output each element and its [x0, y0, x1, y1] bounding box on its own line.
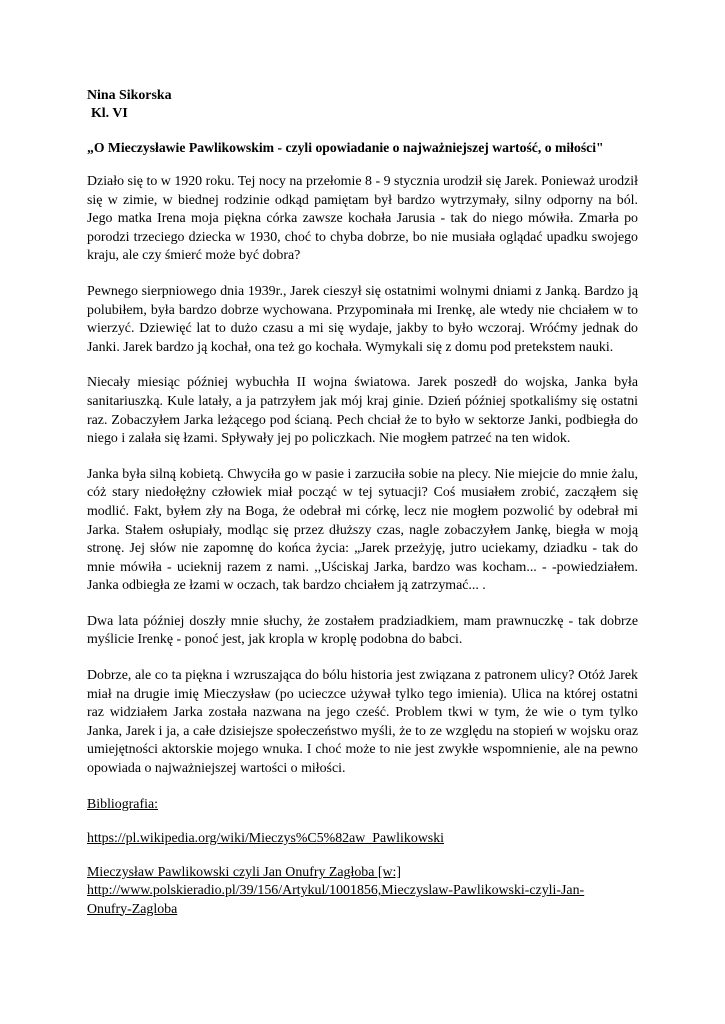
polskieradio-link-url-cont[interactable]: Onufry-Zagloba: [87, 901, 178, 917]
paragraph: Pewnego sierpniowego dnia 1939r., Jarek cieszył się ostatnimi wolnymi dniami z Janką. Bardzo ją polubiłem, była bardzo dobrze wychowana. Przypominała mi Irenkę, ale wtedy nie chciałem w to wierzyć. Dziewięć lat to dużo czasu a mi się wydaje, jakby to było wczoraj. Wróćmy jednak do Janki. Jarek bardzo ją kochał, ona też go kochała. Wymykali się z domu pod pretekstem nauki.: [87, 283, 638, 355]
author-name: Nina Sikorska: [87, 88, 172, 103]
bibliography-entry-1: [87, 830, 638, 848]
essay-title: „O Mieczysławie Pawlikowskim - czyli opowiadanie o najważniejszej wartość, o miłości": [87, 140, 604, 155]
polskieradio-link-url[interactable]: http://www.polskieradio.pl/39/156/Artykul/1001856,Mieczyslaw-Pawlikowski-czyli-Jan-: [87, 883, 585, 899]
paragraph: Działo się to w 1920 roku. Tej nocy na przełomie 8 - 9 stycznia urodził się Jarek. Ponieważ urodził się w zimie, w biednej rodzinie odkąd pamiętam był bardzo wytrzymały, silny odporny na ból. Jego matka Irena moja piękna córka zawsze kochała Jarusia - tak do niego mówiła. Zmarła po porodzi trzeciego dziecka w 1930, choć to chyba dobrze, bo nie musiała oglądać upadku swojego kraju, ale czy śmierć może być dobra?: [87, 174, 638, 264]
paragraph: Dobrze, ale co ta piękna i wzruszająca do bólu historia jest związana z patronem ulicy? Otóż Jarek miał na drugie imię Mieczysław (po ucieczce używał tylko tego imienia). Ulica na której ostatni raz widziałem Jarka została nazwana na jego cześć. Problem tkwi w tym, że wie o tym tylko Janka, Jarek i ja, a całe dzisiejsze społeczeństwo myśli, że to ze względu na stopień w wojsku oraz umiejętności aktorskie mojego wnuka. I choć może to nie jest zwykłe wspomnienie, ale na pewno opowiada o najważniejszej wartości o miłości.: [87, 668, 638, 777]
class-label: Kl. VI: [91, 106, 128, 121]
polskieradio-link-title[interactable]: Mieczysław Pawlikowski czyli Jan Onufry Zagłoba [w:]: [87, 864, 402, 880]
paragraph: Dwa lata później doszły mnie słuchy, że zostałem pradziadkiem, mam prawnuczkę - tak dobrze myślicie Irenkę - ponoć jest, jak kropla w kroplę podobna do babci.: [87, 613, 638, 648]
bibliography-heading: Bibliografia:: [87, 796, 158, 812]
wikipedia-link[interactable]: https://pl.wikipedia.org/wiki/Mieczys%C5%82aw_Pawlikowski: [87, 830, 445, 846]
paragraph: Niecały miesiąc później wybuchła II wojna światowa. Jarek poszedł do wojska, Janka była sanitariuszką. Kule latały, a ja patrzyłem jak mój kraj ginie. Dzień później spotkaliśmy się ostatni raz. Zobaczyłem Jarka leżącego pod ścianą. Pech chciał że to było w sektorze Janki, podbiegła do niego i zalała się łzami. Spływały jej po policzkach. Nie mogłem patrzeć na ten widok.: [87, 375, 638, 447]
document-page: [87, 87, 638, 935]
paragraph: Janka była silną kobietą. Chwyciła go w pasie i zarzuciła sobie na plecy. Nie miejcie do mnie żalu, cóż stary niedołężny człowiek miał począć w tej sytuacji? Coś musiałem zrobić, zacząłem się modlić. Fakt, byłem zły na Boga, że odebrał mi córkę, lecz nie mogłem pozwolić by odebrał mi Jarka. Stałem osłupiały, modląc się przez dłuższy czas, nagle zobaczyłem Jankę, biegła w moją stronę. Jej słów nie zapomnę do końca życia: „Jarek przeżyję, jutro uciekamy, dziadku - tak do mnie mówiła - ucieknij razem z nami. ,,Uściskaj Jarka, bardzo was kocham... - -powiedziałem. Janka odbiegła ze łzami w oczach, tak bardzo chciałem ją zatrzymać... .: [87, 466, 638, 594]
bibliography-entry-2: [87, 864, 638, 919]
